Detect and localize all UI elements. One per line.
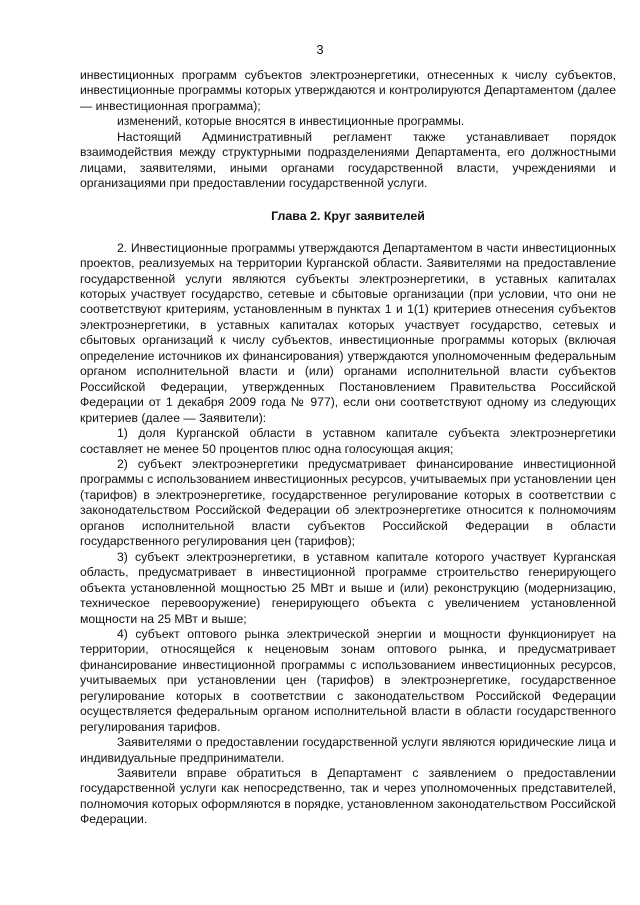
paragraph-intro-continuation: инвестиционных программ субъектов электроэнергетики, отнесенных к числу субъектов, инвестиционные программы которых утверждаются и контролируются Департаментом (далее — инвестиционная программа); xyxy=(80,68,616,113)
document-body xyxy=(80,68,616,828)
chapter-heading: Глава 2. Круг заявителей xyxy=(271,208,425,223)
paragraph-criterion-4: 4) субъект оптового рынка электрической энергии и мощности функционирует на территории, относящейся к неценовым зонам оптового рынка, и предусматривает финансирование инвестиционной программы с использованием инвестиционных ресурсов, учитываемых при установлении цен (тарифов) в электроэнергетике, государственное регулирование которых в соответствии с законодательством Российской Федерации осуществляется федеральным органом исполнительной власти в области государственного регулирования тарифов. xyxy=(80,626,616,734)
paragraph-representatives: Заявители вправе обратиться в Департамент с заявлением о предоставлении государственной услуги как непосредственно, так и через уполномоченных представителей, полномочия которых оформляются в порядке, установленном законодательством Российской Федерации. xyxy=(80,766,616,827)
paragraph-intro-changes: изменений, которые вносятся в инвестиционные программы. xyxy=(117,114,465,129)
paragraph-item-2: 2. Инвестиционные программы утверждаются Департаментом в части инвестиционных проектов, реализуемых на территории Курганской области. Заявителями на предоставление государственной услуги являются субъекты электроэнергетики, в уставных капиталах которых участвует государство, сетевые и сбытовые организации (при условии, что они не соответствуют критериям, установленным в пунктах 1 и 1(1) критериев отнесения субъектов электроэнергетики, в уставных капиталах которых участвует государство, сетевых и сбытовых организаций к числу субъектов, инвестиционные программы которых (включая определение источников их финансирования) утверждаются уполномоченным федеральным органом исполнительной власти и (или) органами исполнительной власти субъектов Российской Федерации, утвержденных Постановлением Правительства Российской Федерации от 1 декабря 2009 года № 977), если они соответствуют одному из следующих критериев (далее — Заявители): xyxy=(80,240,616,425)
paragraph-criterion-1: 1) доля Курганской области в уставном капитале субъекта электроэнергетики составляет не менее 50 процентов плюс одна голосующая акция; xyxy=(80,426,616,456)
paragraph-applicants: Заявителями о предоставлении государственной услуги являются юридические лица и индивидуальные предприниматели. xyxy=(80,735,616,765)
paragraph-intro-regulation: Настоящий Административный регламент также устанавливает порядок взаимодействия между структурными подразделениями Департамента, его должностными лицами, заявителями, иными органами государственной власти, учреждениями и организациями при предоставлении государственной услуги. xyxy=(80,129,616,191)
page-number: 3 xyxy=(316,42,324,57)
paragraph-criterion-2: 2) субъект электроэнергетики предусматривает финансирование инвестиционной программы с использованием инвестиционных ресурсов, учитываемых при установлении цен (тарифов) в электроэнергетике, государственное регулирование которых в соответствии с законодательством Российской Федерации об электроэнергетике относится к полномочиям органов исполнительной власти субъектов Российской Федерации в области государственного регулирования цен (тарифов); xyxy=(80,456,616,549)
paragraph-criterion-3: 3) субъект электроэнергетики, в уставном капитале которого участвует Курганская область, предусматривает в инвестиционной программе строительство генерирующего объекта установленной мощностью 25 МВт и выше и (или) реконструкцию (модернизацию, техническое перевооружение) генерирующего объекта с увеличением установленной мощности на 25 МВт и выше; xyxy=(80,549,616,626)
